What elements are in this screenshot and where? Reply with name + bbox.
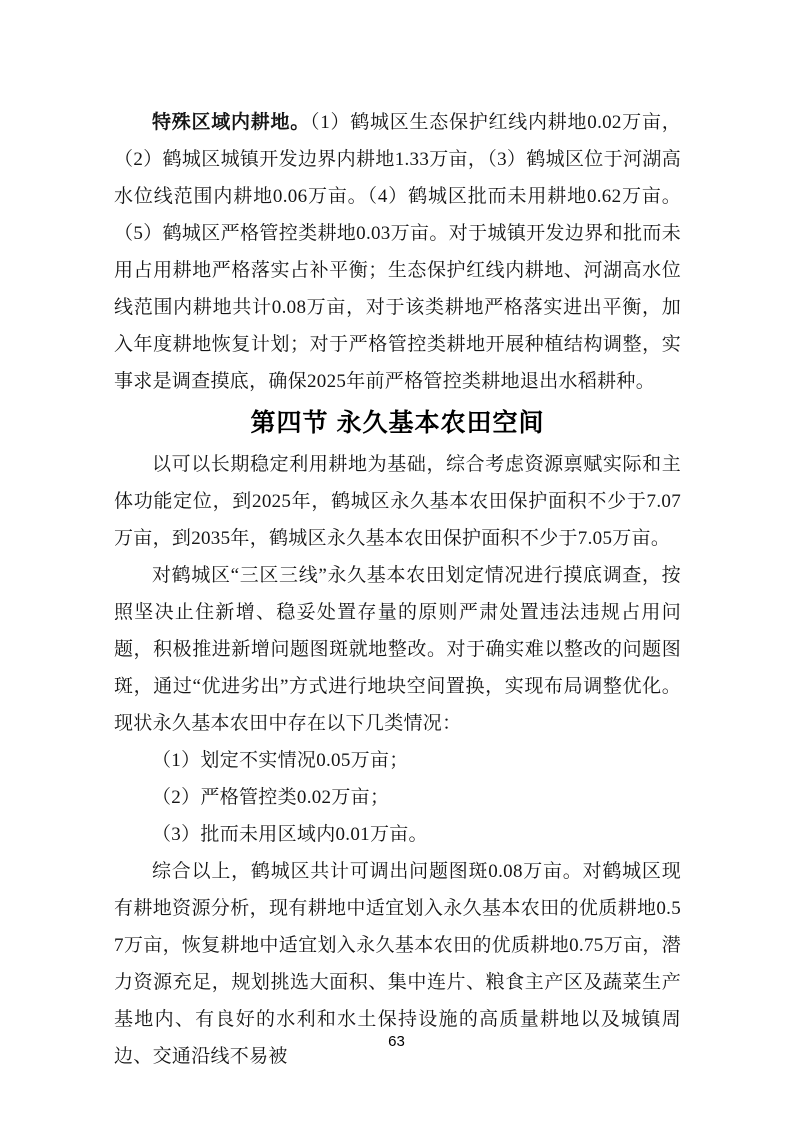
list-item-2: （2）严格管控类0.02万亩； bbox=[152, 787, 390, 808]
section-heading: 第四节 永久基本农田空间 bbox=[250, 409, 545, 437]
list-item-3: （3）批而未用区域内0.01万亩。 bbox=[152, 824, 428, 845]
page-number: 63 bbox=[388, 1033, 405, 1050]
paragraph-protection-target: 以可以长期稳定利用耕地为基础，综合考虑资源禀赋实际和主体功能定位，到2025年，鹤城区永久基本农田保护面积不少于7.07万亩，到2035年，鹤城区永久基本农田保护面积不少于7.05万亩。 bbox=[114, 454, 681, 549]
paragraph-lead-rest: （1）鹤城区生态保护红线内耕地0.02万亩，（2）鹤城区城镇开发边界内耕地1.33万亩，（3）鹤城区位于河湖高水位线范围内耕地0.06万亩。（4）鹤城区批而未用耕地0.62万亩。（5）鹤城区严格管控类耕地0.03万亩。对于城镇开发边界和批而未用占用耕地严格落实占补平衡；生态保护红线内耕地、河湖高水位线范围内耕地共计0.08万亩，对于该类耕地严格落实进出平衡，加入年度耕地恢复计划；对于严格管控类耕地开展种植结构调整，实事求是调查摸底，确保2025年前严格管控类耕地退出水稻耕种。 bbox=[114, 112, 681, 392]
list-item-1: （1）划定不实情况0.05万亩； bbox=[152, 750, 409, 771]
paragraph-special-region-farmland bbox=[114, 104, 681, 400]
document-body bbox=[114, 104, 681, 1075]
paragraph-survey: 对鹤城区“三区三线”永久基本农田划定情况进行摸底调查，按照坚决止住新增、稳妥处置存量的原则严肃处置违法违规占用问题，积极推进新增问题图斑就地整改。对于确实难以整改的问题图斑，通过“优进劣出”方式进行地块空间置换，实现布局调整优化。现状永久基本农田中存在以下几类情况： bbox=[114, 565, 681, 734]
paragraph-summary: 综合以上，鹤城区共计可调出问题图斑0.08万亩。对鹤城区现有耕地资源分析，现有耕地中适宜划入永久基本农田的优质耕地0.57万亩，恢复耕地中适宜划入永久基本农田的优质耕地0.75万亩，潜力资源充足，规划挑选大面积、集中连片、粮食主产区及蔬菜生产基地内、有良好的水利和水土保持设施的高质量耕地以及城镇周边、交通沿线不易被 bbox=[114, 861, 681, 1067]
paragraph-lead-bold: 特殊区域内耕地。 bbox=[152, 112, 311, 133]
